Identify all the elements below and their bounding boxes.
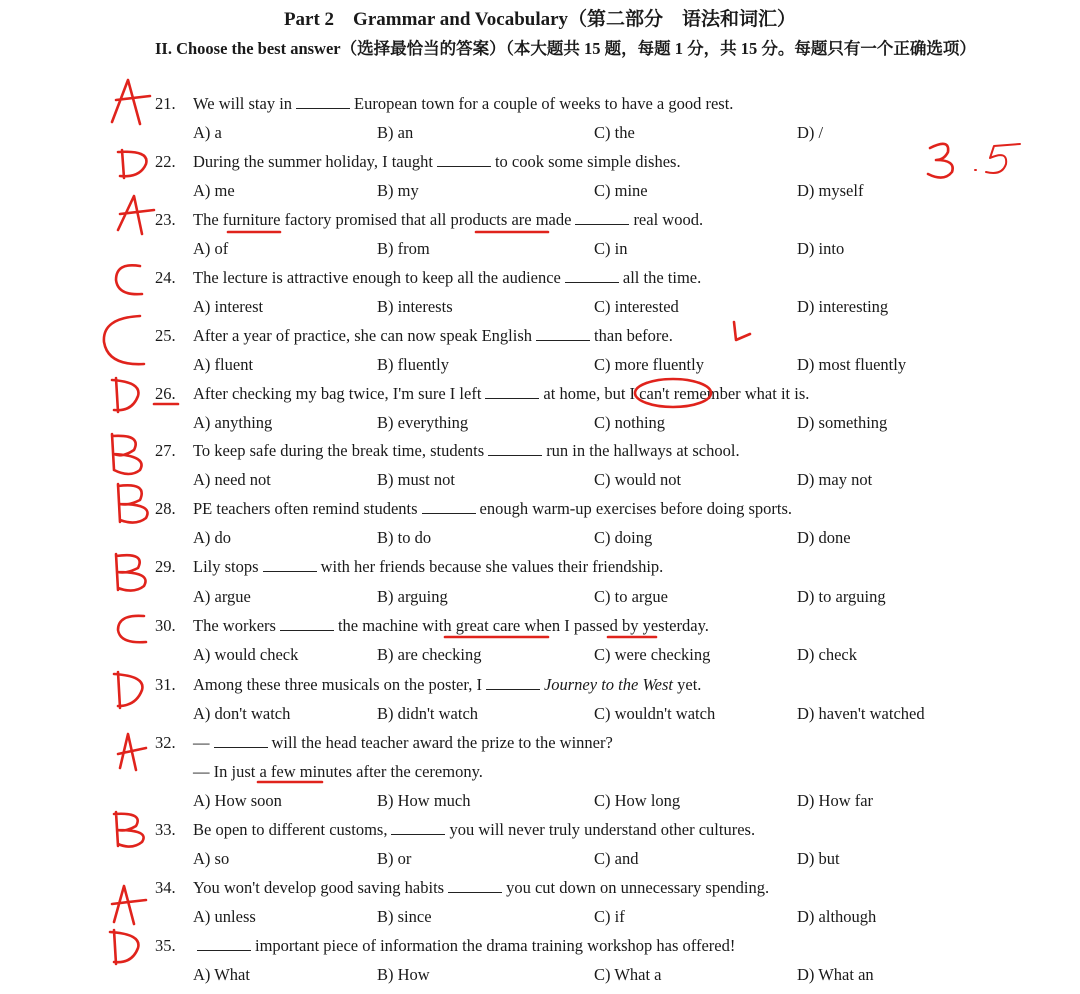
question-number: 31. — [155, 675, 176, 694]
answer-blank — [488, 441, 542, 456]
option-a: A) What — [193, 965, 250, 984]
option-d: D) although — [797, 907, 877, 926]
question-stem-post: to cook some simple dishes. — [494, 152, 681, 171]
option-b: B) How — [377, 965, 430, 984]
option-b: B) interests — [377, 297, 453, 316]
option-d: D) most fluently — [797, 355, 907, 374]
option-a: A) anything — [193, 413, 273, 432]
question-29 — [155, 557, 663, 577]
answer-blank — [448, 878, 502, 893]
option-d: D) interesting — [797, 297, 889, 316]
option-b: B) everything — [377, 413, 469, 432]
question-stem-post: at home, but I can't remember what it is. — [543, 384, 810, 403]
option-a: A) argue — [193, 587, 251, 606]
option-d: D) something — [797, 413, 888, 432]
option-a: A) so — [193, 849, 230, 868]
answer-blank — [485, 384, 539, 399]
answer-blank — [437, 152, 491, 167]
question-34 — [155, 878, 769, 898]
option-c: C) would not — [594, 470, 682, 489]
option-b: B) since — [377, 907, 432, 926]
question-28 — [155, 499, 792, 519]
question-stem-post: you will never truly understand other cultures. — [449, 820, 756, 839]
option-b: B) an — [377, 123, 414, 142]
handwritten-answer-33 — [114, 812, 144, 847]
option-d: D) into — [797, 239, 845, 258]
question-stem-post: you cut down on unnecessary spending. — [506, 878, 770, 897]
handwritten-answer-23 — [118, 196, 154, 234]
option-b: B) my — [377, 181, 419, 200]
section-title: Part 2 Grammar and Vocabulary（第二部分 语法和词汇） — [283, 9, 797, 30]
question-number: 23. — [155, 210, 176, 229]
question-stem-post: European town for a couple of weeks to have a good rest. — [354, 94, 734, 113]
option-a: A) do — [193, 528, 232, 547]
option-a: A) fluent — [193, 355, 254, 374]
question-stem-pre: The workers — [193, 616, 276, 635]
option-b: B) from — [377, 239, 430, 258]
question-stem-pre: The furniture factory promised that all products are made — [193, 210, 572, 229]
question-25 — [155, 326, 673, 346]
handwritten-answer-24 — [116, 265, 142, 294]
option-d: D) / — [797, 123, 824, 142]
option-a: A) don't watch — [193, 704, 291, 723]
option-a: A) interest — [193, 297, 264, 316]
option-c: C) to argue — [594, 587, 668, 606]
option-c: C) were checking — [594, 645, 711, 664]
question-number: 35. — [155, 936, 176, 955]
question-stem-pre: — — [193, 733, 210, 752]
answer-blank — [391, 820, 445, 835]
question-stem-pre: After checking my bag twice, I'm sure I left — [193, 384, 482, 403]
option-d: D) done — [797, 528, 851, 547]
question-stem-pre: After a year of practice, she can now speak English — [193, 326, 533, 345]
option-c: C) more fluently — [594, 355, 704, 374]
option-d: D) check — [797, 645, 858, 664]
answer-blank — [575, 210, 629, 225]
question-number: 32. — [155, 733, 176, 752]
option-c: C) How long — [594, 791, 681, 810]
option-c: C) wouldn't watch — [594, 704, 716, 723]
check-mark — [734, 322, 750, 340]
instruction-text: II. Choose the best answer（选择最恰当的答案）（本大题共 15 题，每题 1 分，共 15 分。每题只有一个正确选项） — [155, 39, 976, 58]
question-21 — [155, 94, 733, 114]
question-stem-pre: We will stay in — [193, 94, 293, 113]
handwritten-answer-21 — [112, 80, 150, 124]
question-32-reply: — In just a few minutes after the ceremony. — [193, 762, 483, 781]
handwritten-answer-25 — [104, 316, 144, 364]
question-stem-post: enough warm-up exercises before doing sports. — [479, 499, 793, 518]
option-b: B) to do — [377, 528, 432, 547]
option-c: C) the — [594, 123, 635, 142]
question-number: 21. — [155, 94, 176, 113]
handwritten-score-5 — [975, 144, 1020, 173]
question-stem-pre: You won't develop good saving habits — [193, 878, 445, 897]
answer-blank — [486, 675, 540, 690]
handwritten-answer-26 — [112, 378, 138, 412]
handwritten-answer-30 — [118, 616, 146, 642]
option-d: D) to arguing — [797, 587, 886, 606]
question-stem-post: the machine with great care when I passed by yesterday. — [337, 616, 709, 635]
question-stem-post: all the time. — [622, 268, 702, 287]
option-c: C) What a — [594, 965, 662, 984]
question-number: 22. — [155, 152, 176, 171]
question-35 — [155, 936, 735, 956]
handwritten-answer-32 — [118, 734, 146, 770]
question-27 — [155, 441, 740, 461]
question-number: 30. — [155, 616, 176, 635]
option-a: A) need not — [193, 470, 271, 489]
question-30 — [155, 616, 709, 636]
question-24 — [155, 268, 701, 288]
question-number: 33. — [155, 820, 176, 839]
question-number: 25. — [155, 326, 176, 345]
question-number: 27. — [155, 441, 176, 460]
answer-blank — [422, 499, 476, 514]
question-number: 34. — [155, 878, 176, 897]
answer-blank — [296, 94, 350, 109]
answer-blank — [536, 326, 590, 341]
question-stem-post: than before. — [594, 326, 673, 345]
question-33 — [155, 820, 755, 840]
answer-blank — [263, 557, 317, 572]
handwritten-answer-31 — [114, 672, 142, 708]
question-number: 28. — [155, 499, 176, 518]
question-stem-pre: During the summer holiday, I taught — [193, 152, 433, 171]
option-a: A) of — [193, 239, 229, 258]
option-c: C) mine — [594, 181, 648, 200]
question-31 — [155, 675, 701, 695]
question-32 — [155, 733, 613, 753]
handwritten-answer-35 — [110, 930, 138, 964]
question-stem-pre: PE teachers often remind students — [193, 499, 418, 518]
option-b: B) arguing — [377, 587, 448, 606]
question-stem-post: important piece of information the drama training workshop has offered! — [255, 936, 736, 955]
question-number: 29. — [155, 557, 176, 576]
option-b: B) How much — [377, 791, 471, 810]
handwritten-answer-34 — [112, 886, 146, 924]
answer-blank — [214, 733, 268, 748]
handwritten-answer-27 — [112, 434, 142, 474]
answer-blank — [565, 268, 619, 283]
option-d: D) How far — [797, 791, 874, 810]
question-stem-pre: Be open to different customs, — [193, 820, 388, 839]
option-c: C) in — [594, 239, 628, 258]
option-d: D) myself — [797, 181, 864, 200]
option-b: B) are checking — [377, 645, 482, 664]
question-stem-post: run in the hallways at school. — [546, 441, 740, 460]
option-d: D) What an — [797, 965, 874, 984]
option-a: A) unless — [193, 907, 256, 926]
option-d: D) haven't watched — [797, 704, 925, 723]
question-23 — [155, 210, 703, 230]
option-a: A) a — [193, 123, 222, 142]
option-a: A) would check — [193, 645, 299, 664]
option-a: A) How soon — [193, 791, 282, 810]
handwritten-answer-29 — [116, 554, 146, 591]
question-stem-post: with her friends because she values their friendship. — [320, 557, 664, 576]
question-number: 24. — [155, 268, 176, 287]
question-stem-pre: The lecture is attractive enough to keep all the audience — [193, 268, 561, 287]
option-b: B) must not — [377, 470, 455, 489]
musical-title: Journey to the West — [543, 675, 674, 694]
option-c: C) and — [594, 849, 639, 868]
option-b: B) or — [377, 849, 412, 868]
question-stem-pre: Lily stops — [193, 557, 259, 576]
handwritten-answer-28 — [118, 484, 148, 523]
question-26 — [155, 384, 809, 404]
option-c: C) doing — [594, 528, 653, 547]
answer-blank — [280, 616, 334, 631]
question-stem-pre: Among these three musicals on the poster, I — [193, 675, 482, 694]
answer-blank — [197, 936, 251, 951]
option-c: C) if — [594, 907, 625, 926]
question-stem-pre: To keep safe during the break time, students — [193, 441, 485, 460]
question-number: 26. — [155, 384, 176, 403]
option-c: C) interested — [594, 297, 679, 316]
option-a: A) me — [193, 181, 235, 200]
option-d: D) may not — [797, 470, 873, 489]
option-c: C) nothing — [594, 413, 666, 432]
question-stem-post: will the head teacher award the prize to the winner? — [271, 733, 613, 752]
option-b: B) didn't watch — [377, 704, 479, 723]
option-d: D) but — [797, 849, 840, 868]
question-22 — [155, 152, 681, 172]
handwritten-answer-22 — [118, 150, 146, 178]
option-b: B) fluently — [377, 355, 449, 374]
question-stem-post: yet. — [677, 675, 702, 694]
handwritten-score-3 — [928, 144, 953, 178]
question-stem-post: real wood. — [633, 210, 704, 229]
